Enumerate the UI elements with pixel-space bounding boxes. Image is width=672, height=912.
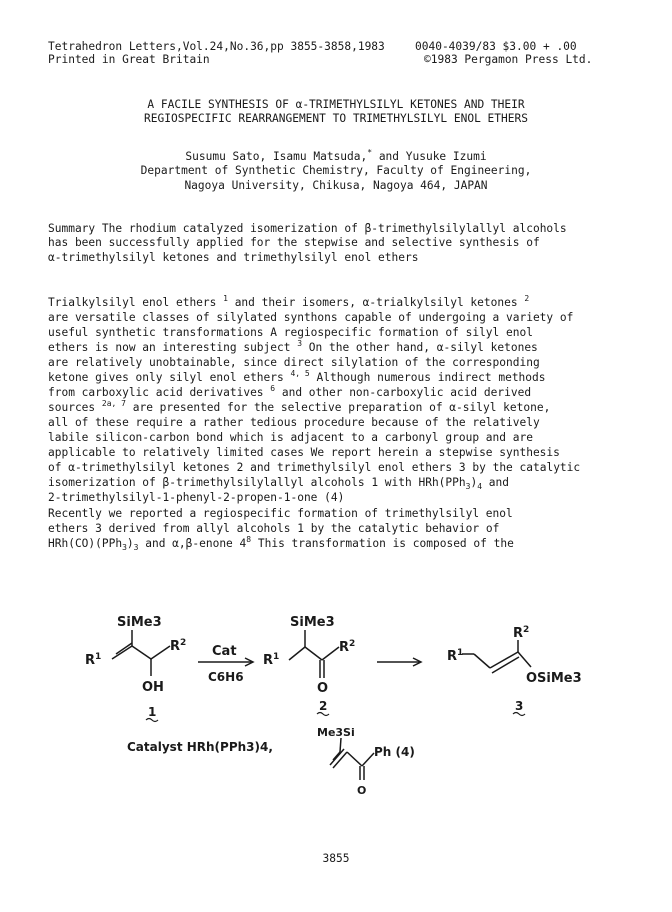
- carbonyl-oxygen-label: O: [357, 784, 367, 797]
- authors: Susumu Sato, Isamu Matsuda,* and Yusuke Izumi: [185, 148, 487, 163]
- journal-citation: Tetrahedron Letters,Vol.24,No.36,pp 3855-3858,1983: [48, 40, 385, 53]
- body-line: $HRh(CO)(PPh_3)_3$ and α,β-enone $4^8$ This transformation is composed of the: [48, 535, 514, 552]
- phenyl-4-label: Ph (4): [374, 745, 415, 759]
- me3si-label: Me3Si: [317, 726, 355, 739]
- body-line: from carboxylic acid derivatives $^6$ and other non-carboxylic acid derived: [48, 384, 532, 399]
- r2-label: $R^2$: [339, 639, 356, 655]
- body-line: ethers 3 derived from allyl alcohols 1 by the catalytic behavior of: [48, 522, 500, 535]
- title-line-1: A FACILE SYNTHESIS OF α-TRIMETHYLSILYL KETONES AND THEIR: [147, 98, 525, 111]
- body-line: all of these require a rather tedious procedure because of the relatively: [48, 416, 540, 429]
- body-line: useful synthetic transformations A regiospecific formation of silyl enol: [48, 326, 533, 339]
- solvent-label: C6H6: [208, 670, 244, 684]
- body-line: of α-trimethylsilyl ketones 2 and trimethylsilyl enol ethers 3 by the catalytic: [48, 461, 581, 474]
- compound-3-label: 3: [515, 699, 524, 713]
- body-line: are relatively unobtainable, since direct silylation of the corresponding: [48, 356, 540, 369]
- affiliation-1: Department of Synthetic Chemistry, Faculty of Engineering,: [140, 164, 532, 177]
- r1-label: $R^1$: [263, 652, 280, 668]
- compound-2-label: 2: [319, 699, 328, 713]
- body-line: are versatile classes of silylated synthons capable of undergoing a variety of: [48, 311, 574, 324]
- page-number: 3855: [322, 852, 350, 865]
- sime3-label: SiMe3: [290, 615, 335, 630]
- printed-in: Printed in Great Britain: [48, 53, 210, 66]
- issn-price: 0040-4039/83 $3.00 + .00: [415, 40, 577, 53]
- summary-line-1: Summary The rhodium catalyzed isomerization of β-trimethylsilylallyl alcohols: [48, 222, 567, 235]
- body-line: 2-trimethylsilyl-1-phenyl-2-propen-1-one (4): [48, 491, 345, 504]
- carbonyl-oxygen-label: O: [317, 681, 329, 696]
- title-line-2: REGIOSPECIFIC REARRANGEMENT TO TRIMETHYLSILYL ENOL ETHERS: [144, 112, 528, 125]
- body-line: sources $^{2a, 7}$ are presented for the selective preparation of α-silyl ketone,: [48, 399, 551, 414]
- body-line: applicable to relatively limited cases We report herein a stepwise synthesis: [48, 446, 560, 459]
- summary-line-3: α-trimethylsilyl ketones and trimethylsilyl enol ethers: [48, 251, 419, 264]
- hydroxyl-label: OH: [142, 680, 164, 695]
- catalyst-label: Cat: [212, 644, 237, 659]
- body-line: Recently we reported a regiospecific formation of trimethylsilyl enol: [48, 507, 513, 520]
- r2-label: $R^2$: [170, 638, 187, 654]
- body-line: Trialkylsilyl enol ethers $^1$ and their isomers, α-trialkylsilyl ketones $^2$: [48, 294, 530, 309]
- r1-label: $R^1$: [447, 648, 464, 664]
- body-line: labile silicon-carbon bond which is adjacent to a carbonyl group and are: [48, 431, 533, 444]
- summary-line-2: has been successfully applied for the stepwise and selective synthesis of: [48, 236, 540, 249]
- body-line: ethers is now an interesting subject $^3$ On the other hand, α-silyl ketones: [48, 339, 538, 354]
- copyright: ©1983 Pergamon Press Ltd.: [424, 53, 593, 66]
- compound-1-label: 1: [148, 705, 157, 719]
- r2-label: $R^2$: [513, 625, 530, 641]
- r1-label: $R^1$: [85, 652, 102, 668]
- catalyst-text: Catalyst HRh(PPh3)4,: [127, 740, 273, 754]
- body-line: isomerization of β-trimethylsilylallyl alcohols 1 with $HRh(PPh_3)_4$ and: [48, 476, 509, 491]
- body-line: ketone gives only silyl enol ethers $^{4, 5}$ Although numerous indirect methods: [48, 369, 546, 384]
- sime3-label: SiMe3: [117, 615, 162, 630]
- affiliation-2: Nagoya University, Chikusa, Nagoya 464, JAPAN: [184, 179, 488, 192]
- osime3-label: OSiMe3: [526, 671, 582, 686]
